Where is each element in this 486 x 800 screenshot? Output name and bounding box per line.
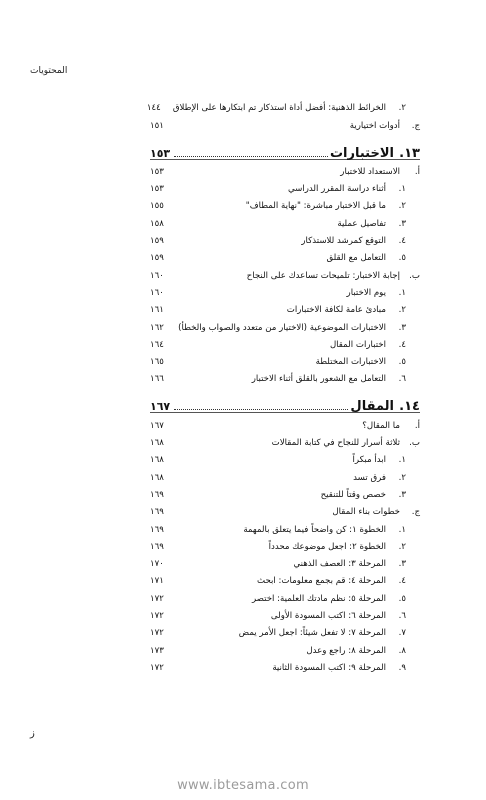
toc-entry-title: الاستعداد للاختبار xyxy=(340,166,400,177)
toc-entry[interactable] xyxy=(150,569,420,586)
toc-page-number: ١٦٩ xyxy=(150,524,164,535)
dot-leader xyxy=(174,191,286,192)
toc-entry-number: ٢. xyxy=(398,472,406,483)
toc-entry-number: ٤. xyxy=(398,339,406,350)
toc-entry-number: ٣. xyxy=(398,559,406,570)
dot-leader xyxy=(174,532,241,533)
dot-leader xyxy=(174,480,351,481)
toc-entry[interactable] xyxy=(150,656,420,673)
toc-entry-number: ١. xyxy=(398,524,406,535)
toc-page-number: ١٦٤ xyxy=(150,339,164,350)
toc-entry-number: ٥. xyxy=(398,593,406,604)
toc-page-number: ١٦٩ xyxy=(150,541,164,552)
toc-entry-title: اختبارات المقال xyxy=(329,339,386,350)
toc-page-number: ١٥١ xyxy=(150,120,164,131)
toc-page-number: ١٦٨ xyxy=(150,438,164,449)
dot-leader xyxy=(174,428,360,429)
toc-entry-title: التعامل مع الشعور بالقلق أثناء الاختبار xyxy=(251,374,386,385)
toc-entry-title: الخطوة ٢: اجعل موضوعك محدداً xyxy=(268,541,386,552)
dot-leader xyxy=(174,295,345,296)
toc-entry-number: ٥. xyxy=(398,253,406,264)
dot-leader xyxy=(174,243,299,244)
toc-entry-number: ٨. xyxy=(398,645,406,656)
toc-entry[interactable] xyxy=(150,298,420,315)
toc-entry-number: أ. xyxy=(414,420,420,431)
toc-entry-title: المرحلة ٥: نظم مادتك العلمية: اختصر xyxy=(251,593,386,604)
running-head: المحتويات xyxy=(30,66,68,76)
toc-entry-number: ١. xyxy=(398,455,406,466)
toc-page-number: ١٥٩ xyxy=(150,253,164,264)
toc-page-number: ١٧١ xyxy=(150,576,164,587)
dot-leader xyxy=(174,347,328,348)
dot-leader xyxy=(174,260,325,261)
dot-leader xyxy=(174,462,351,463)
toc-entry[interactable] xyxy=(150,263,420,280)
dot-leader xyxy=(174,174,338,175)
dot-leader xyxy=(174,381,250,382)
toc-entry[interactable] xyxy=(150,281,420,298)
toc-page-number: ١٥٣ xyxy=(150,146,171,160)
toc-entry-title: الاختبارات xyxy=(329,145,394,161)
toc-page-number: ١٧٢ xyxy=(150,628,164,639)
dot-leader xyxy=(174,635,237,636)
toc-entry[interactable] xyxy=(150,113,420,130)
toc-entry-number: ٢. xyxy=(398,103,406,114)
toc-entry[interactable] xyxy=(150,552,420,569)
toc-entry-title: المرحلة ٣: العصف الذهني xyxy=(293,559,386,570)
toc-page-number: ١٥٥ xyxy=(150,201,164,212)
toc-entry-number: ٧. xyxy=(398,628,406,639)
toc-entry-title: التعامل مع القلق xyxy=(326,253,386,264)
toc-entry-title: الخرائط الذهنية: أفضل أداة استذكار تم ابتكارها على الإطلاق xyxy=(172,103,386,114)
dot-leader xyxy=(174,583,255,584)
toc-entry[interactable] xyxy=(150,315,420,332)
toc-entry-number: ٦. xyxy=(398,374,406,385)
dot-leader xyxy=(174,278,245,279)
toc-entry[interactable] xyxy=(150,621,420,638)
watermark-url: www.ibtesama.com xyxy=(177,778,309,793)
dot-leader xyxy=(174,445,270,446)
toc-entry-title: خصص وقتاً للتنقيح xyxy=(320,489,386,500)
toc-entry-title: الاختبارات الموضوعية (الاختيار من متعدد والصواب والخطأ) xyxy=(178,322,386,333)
toc-entry-number: ب. xyxy=(409,438,420,449)
dot-leader xyxy=(174,409,348,410)
toc-entry-title: المقال xyxy=(350,399,394,415)
toc-entry[interactable] xyxy=(150,194,420,211)
toc-page-number: ١٦٧ xyxy=(150,400,171,414)
dot-leader xyxy=(174,601,250,602)
toc-entry-title: مبادئ عامة لكافة الاختبارات xyxy=(286,305,386,316)
toc-entry-title: إجابة الاختبار: تلميحات تساعدك على النجاح xyxy=(246,270,400,281)
dot-leader xyxy=(174,226,335,227)
toc-entry-title: الخطوة ١: كن واضحاً فيما يتعلق بالمهمة xyxy=(243,524,386,535)
toc-page-number: ١٥٩ xyxy=(150,236,164,247)
toc-entry-title: يوم الاختبار xyxy=(346,287,386,298)
toc-page-number: ١٦٠ xyxy=(150,287,164,298)
toc-entry[interactable] xyxy=(150,483,420,500)
toc-page-number: ١٧٢ xyxy=(150,662,164,673)
toc-entry-number: ٣. xyxy=(398,489,406,500)
toc-entry-number: ٢. xyxy=(398,201,406,212)
toc-page-number: ١٧٠ xyxy=(150,559,164,570)
toc-entry-number: ٦. xyxy=(398,611,406,622)
dot-leader xyxy=(174,497,319,498)
toc-page-number: ١٦٩ xyxy=(150,489,164,500)
toc-entry-title: فرق تسد xyxy=(353,472,386,483)
toc-entry-title: خطوات بناء المقال xyxy=(332,507,400,518)
dot-leader xyxy=(174,670,270,671)
dot-leader xyxy=(174,312,285,313)
dot-leader xyxy=(174,330,176,331)
toc-entry-number: ١. xyxy=(398,287,406,298)
toc-entry[interactable] xyxy=(150,177,420,194)
toc-entry[interactable] xyxy=(150,517,420,534)
toc-entry[interactable] xyxy=(150,465,420,482)
toc-entry-title: المرحلة ٤: قم بجمع معلومات: ابحث xyxy=(257,576,386,587)
toc-page-number: ١٦٦ xyxy=(150,374,164,385)
toc-entry[interactable] xyxy=(150,413,420,430)
toc-entry-number: ٩. xyxy=(398,662,406,673)
toc-page-number: ١٦٢ xyxy=(150,322,164,333)
toc-entry[interactable] xyxy=(150,586,420,603)
toc-page-number: ١٥٣ xyxy=(150,184,164,195)
toc-entry-title: ابدأ مبكراً xyxy=(352,455,386,466)
dot-leader xyxy=(174,364,314,365)
toc-entry-title: المرحلة ٩: اكتب المسودة الثانية xyxy=(272,662,386,673)
toc-entry[interactable] xyxy=(150,350,420,367)
toc-entry-title: ثلاثة أسرار للنجاح في كتابة المقالات xyxy=(271,438,400,449)
toc-entry-title: المرحلة ٦: اكتب المسودة الأولى xyxy=(270,611,386,622)
toc-entry-title: ما قبل الاختبار مباشرة: "نهاية المطاف" xyxy=(245,201,386,212)
toc-entry-title: المرحلة ٧: لا تفعل شيئاً: اجعل الأمر يمض xyxy=(238,628,386,639)
toc-entry[interactable] xyxy=(150,229,420,246)
toc-entry-number: ٥. xyxy=(398,357,406,368)
toc-page-number: ١٦٧ xyxy=(150,420,164,431)
toc-chapter-entry[interactable] xyxy=(150,390,420,415)
toc-page-number: ١٥٣ xyxy=(150,166,164,177)
toc-chapter-entry[interactable] xyxy=(150,137,420,159)
toc-entry-number: ب. xyxy=(409,270,420,281)
table-of-contents xyxy=(146,96,420,673)
toc-entry[interactable] xyxy=(150,638,420,655)
toc-page-number: ١٧٣ xyxy=(150,645,164,656)
toc-entry-number: ٤. xyxy=(398,236,406,247)
toc-entry-title: ما المقال؟ xyxy=(362,420,400,431)
toc-page-number: ١٦٩ xyxy=(150,507,164,518)
toc-entry-title: المرحلة ٨: راجع وعدل xyxy=(306,645,386,656)
toc-entry[interactable] xyxy=(150,333,420,350)
toc-entry-number: أ. xyxy=(414,166,420,177)
toc-entry-number: ١. xyxy=(398,184,406,195)
toc-entry-title: أثناء دراسة المقرر الدراسي xyxy=(287,184,386,195)
toc-entry[interactable] xyxy=(150,448,420,465)
dot-leader xyxy=(174,566,291,567)
toc-entry-title: الاختبارات المختلطة xyxy=(315,357,386,368)
toc-entry-title: تفاصيل عملية xyxy=(337,218,386,229)
toc-entry[interactable] xyxy=(150,500,420,517)
toc-page-number: ١٦١ xyxy=(150,305,164,316)
toc-entry-number: ٣. xyxy=(398,322,406,333)
page-folio: ز xyxy=(30,728,35,739)
dot-leader xyxy=(174,128,348,129)
toc-page-number: ١٦٠ xyxy=(150,270,164,281)
dot-leader xyxy=(174,514,330,515)
toc-entry[interactable] xyxy=(150,431,420,448)
toc-entry-number: ٤. xyxy=(398,576,406,587)
toc-entry-title: أدوات اختيارية xyxy=(349,120,400,131)
toc-entry-number: ٢. xyxy=(398,541,406,552)
toc-page-number: ١٦٥ xyxy=(150,357,164,368)
toc-page-number: ١٧٢ xyxy=(150,593,164,604)
dot-leader xyxy=(174,156,328,157)
toc-entry[interactable] xyxy=(150,535,420,552)
toc-entry[interactable] xyxy=(150,246,420,263)
toc-entry-title: التوقع كمرشد للاستذكار xyxy=(301,236,386,247)
toc-entry-number: ١٣. xyxy=(399,145,420,161)
toc-page-number: ١٦٨ xyxy=(150,472,164,483)
toc-page-number: ١٥٨ xyxy=(150,218,164,229)
toc-page-number: ١٤٤ xyxy=(146,103,161,114)
toc-entry[interactable] xyxy=(150,160,420,177)
toc-entry[interactable] xyxy=(150,367,420,384)
toc-entry-number: ج. xyxy=(411,507,420,518)
dot-leader xyxy=(174,208,244,209)
toc-entry[interactable] xyxy=(150,604,420,621)
toc-entry-number: ٣. xyxy=(398,218,406,229)
toc-entry-number: ١٤. xyxy=(399,399,420,415)
toc-entry[interactable] xyxy=(150,211,420,228)
toc-page-number: ١٧٢ xyxy=(150,611,164,622)
toc-entry-number: ٢. xyxy=(398,305,406,316)
dot-leader xyxy=(174,653,304,654)
dot-leader xyxy=(174,549,267,550)
dot-leader xyxy=(174,618,269,619)
toc-entry-number: ج. xyxy=(411,120,420,131)
toc-page-number: ١٦٨ xyxy=(150,455,164,466)
toc-entry[interactable] xyxy=(146,96,420,114)
